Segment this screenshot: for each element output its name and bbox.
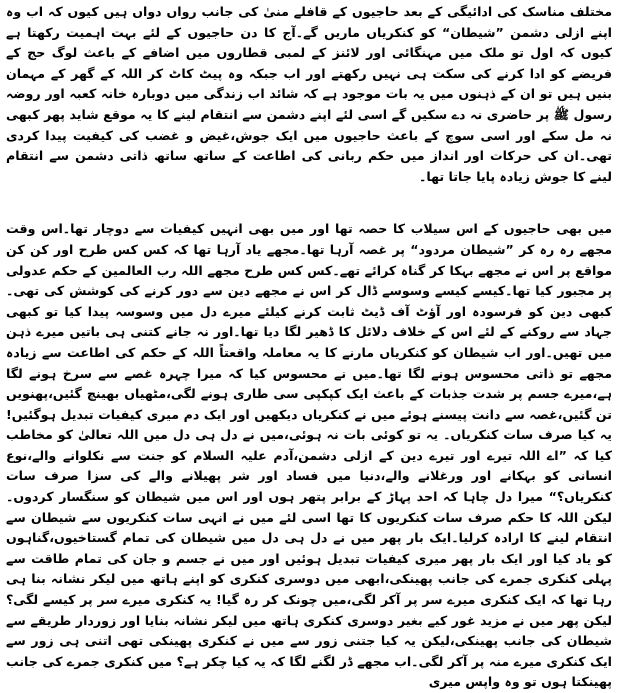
article-paragraph-2: میں بھی حاجیوں کے اس سیلاب کا حصہ تھا اور میں بھی انہیں کیفیات سے دوچار تھا۔اس وقت مجھے رہ رہ کر ”شیطان مردود“ پر غصہ آرہا تھا۔مجھے یاد آرہا تھا کہ کس کس طرح اور کن کن مواقع پر اس نے مجھے بہکا کر گناہ کرائے تھے۔کس کس طرح مجھے اللہ رب العالمین کے حکم عدولی پر مجبور کیا تھا۔کیسے کیسے وسوسے ڈال کر اس نے مجھے دین سے دور کرنے کی کوشش کی تھی۔کبھی دین کو فرسودہ اور آؤٹ آف ڈیٹ ثابت کرنے کیلئے میرے دل میں وسوسہ پیدا کیا تو کبھی جہاد سے روکنے کے لئے اس کے خلاف دلائل کا ڈھیر لگا دیا تھا۔اور نہ جانے کتنی ہی باتیں میرے ذہن میں تھیں۔اور اب شیطان کو کنکریاں مارنے کا یہ معاملہ واقعتاً اللہ کے حکم کی اطاعت سے زیادہ مجھے تو ذاتی محسوس ہونے لگا تھا۔میں نے محسوس کیا کہ میرا چہرہ غصے سے سرخ ہونے لگا ہے،میرے جسم پر شدت جذبات کے باعث ایک کپکپی سی طاری ہونے لگی،مٹھیاں بھینچ گئیں،پھنویں تن گئیں،غصہ سے دانت پیسنے ہوئے میں نے کنکریاں دیکھیں اور ایک دم میری کیفیات تبدیل ہوگئیں! یہ کیا صرف سات کنکریاں۔ یہ تو کوئی بات نہ ہوئی،میں نے دل ہی دل میں اللہ تعالیٰ کو مخاطب کیا کہ ”اے اللہ تیرے اور تیرے دین کے ازلی دشمن،آدم علیہ السلام کو جنت سے نکلوانے والے،نوع انسانی کو بہکانے اور ورغلانے والے،دنیا میں فساد اور شر پھیلانے والے کی سزا صرف سات کنکریاں؟“ میرا دل چاہا کہ احد پہاڑ کے برابر پتھر ہوں اور اس میں شیطان کو سنگسار کردوں۔لیکن اللہ کا حکم صرف سات کنکریوں کا تھا اسی لئے میں نے انہی سات کنکریوں سے شیطان سے انتقام لینے کا ارادہ کرلیا۔ایک بار پھر میں نے دل ہی دل میں شیطان کی تمام گستاخیوں،گناہوں کو یاد کیا اور ایک بار پھر میری کیفیات تبدیل ہوئیں اور میں نے جسم و جان کی تمام طاقت سے پہلی کنکری جمرے کی جانب پھینکی،ابھی میں دوسری کنکری کو اپنے ہاتھ میں لیکر نشانہ بنا ہی رہا تھا کہ ایک کنکری میرے سر پر آکر لگی،میں چونک کر رہ گیا! یہ کنکری میرے سر پر کیسے لگی؟ لیکن پھر میں نے مزید غور کیے بغیر دوسری کنکری ہاتھ میں لیکر نشانہ بنایا اور زوردار طریقے سے شیطان کی جانب پھینکی،لیکن یہ کیا جتنی زور سے میں نے کنکری پھینکی تھی اتنی ہی زور سے ایک کنکری میرے منہ پر آکر لگی۔اب مجھے ڈر لگنے لگا کہ یہ کیا چکر ہے؟ میں کنکری جمرے کی جانب پھینکتا ہوں تو وہ واپس میری (6, 221, 612, 690)
article-page (6, 2, 612, 690)
article-paragraph-1: مختلف مناسک کی ادائیگی کے بعد حاجیوں کے قافلے منیٰ کی جانب رواں دواں ہیں کیوں کہ اب وہ اپنے ازلی دشمن ”شیطان“ کو کنکریاں ماریں گے۔آج کا دن حاجیوں کے لئے بہت اہمیت رکھتا ہے کیوں کہ اول تو ملک میں مہنگائی اور لائنز کے لمبی قطاروں میں اضافے کے باعث لوگ حج کے فریضے کو ادا کرنے کی سکت ہی نہیں رکھتے اور اب جبکہ وہ پیٹ کاٹ کر اللہ کے گھر کے مہمان بنیں ہیں تو ان کے ذہنوں میں یہ بات موجود ہے کہ شائد اب زندگی میں دوبارہ خانہ کعبہ اور روضہ رسول ﷺ پر حاضری نہ دے سکیں گے اسی لئے اپنے دشمن سے انتقام لینے کا یہ موقع شاید پھر کبھی نہ مل سکے اور اسی سوچ کے باعث حاجیوں میں ایک جوش،غیض و غضب کی کیفیت پیدا کردی تھی۔ان کی حرکات اور انداز میں حکم ربانی کی اطاعت کے ساتھ ساتھ ذاتی دشمن سے انتقام لینے کا جوش زیادہ پایا جاتا تھا۔ (6, 4, 612, 184)
